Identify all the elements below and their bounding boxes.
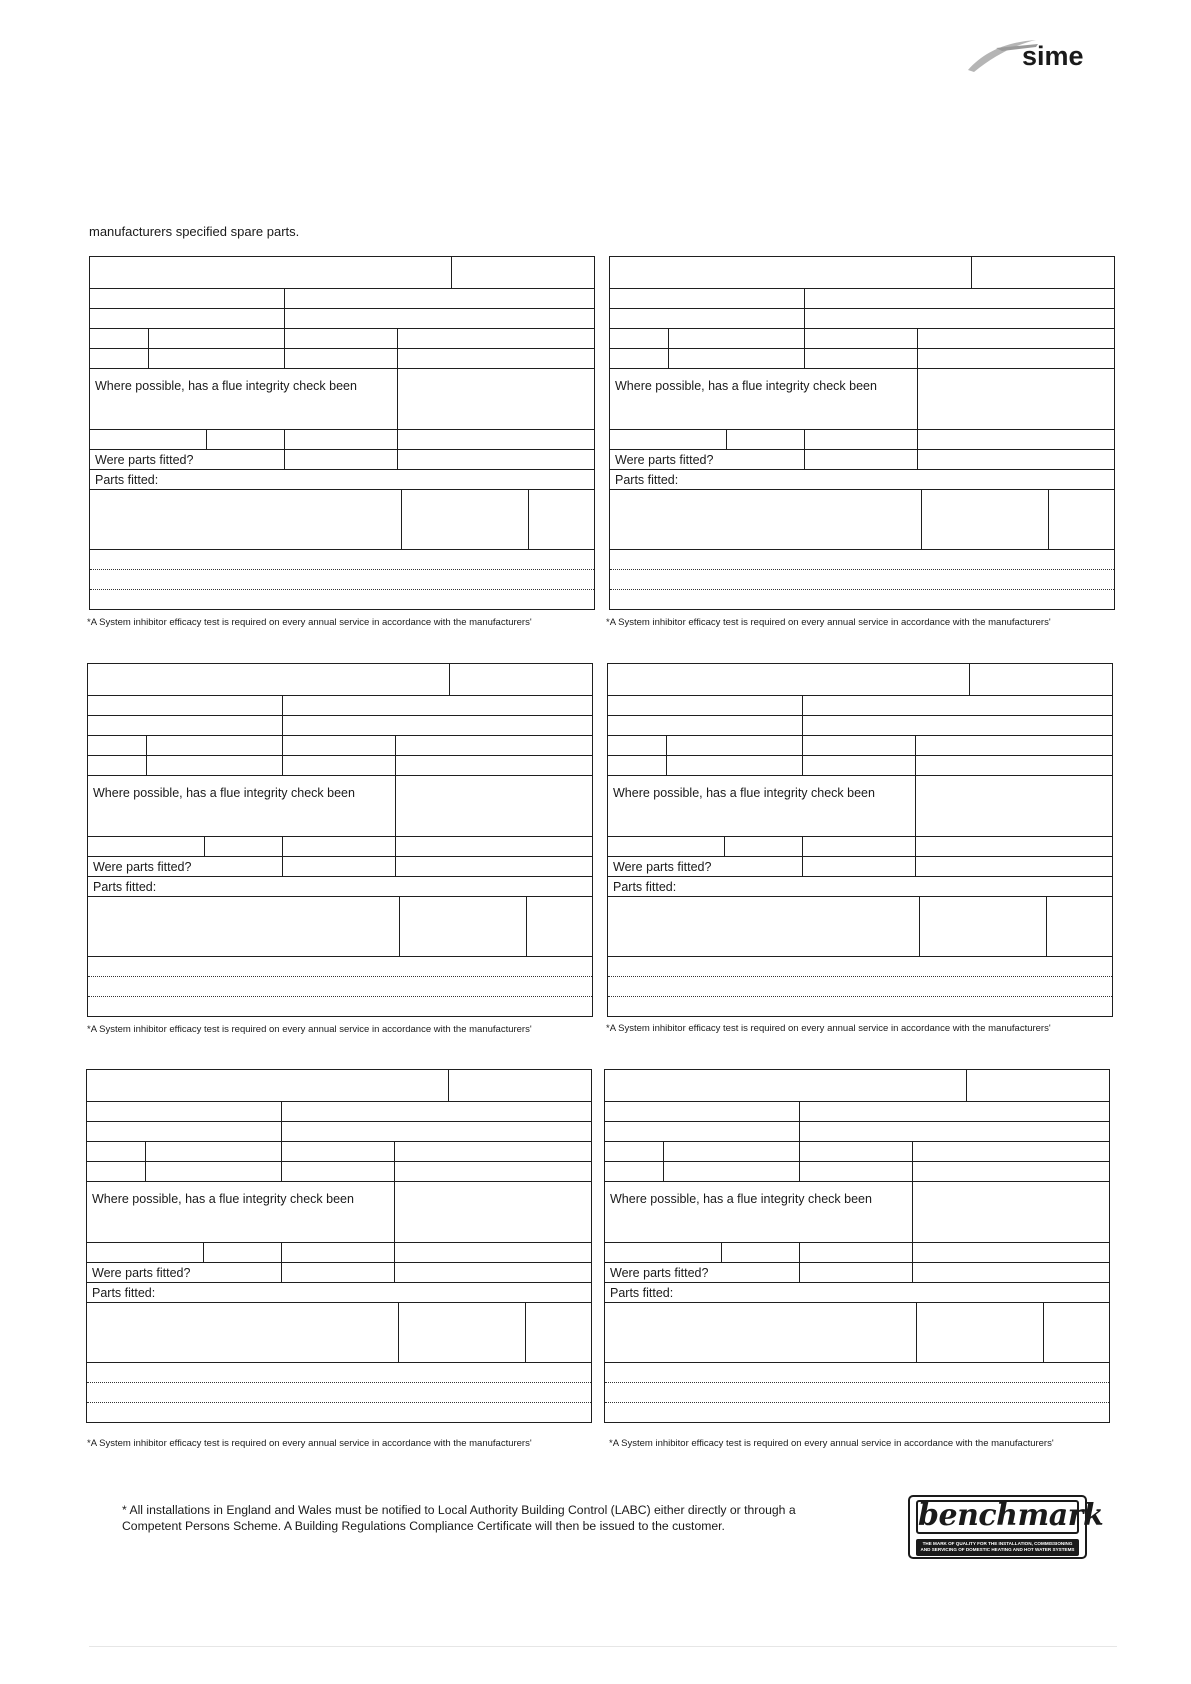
- service-record-6: [604, 1069, 1110, 1423]
- sime-logo: [966, 32, 1114, 74]
- flue-integrity-check-label: Where possible, has a flue integrity check been: [610, 1192, 872, 1206]
- parts-fitted-label: Parts fitted:: [613, 880, 677, 894]
- parts-fitted-question: Were parts fitted?: [95, 453, 194, 467]
- sime-logo-text: sime: [1022, 41, 1084, 71]
- inhibitor-footnote-2: *A System inhibitor efficacy test is required on every annual service in accordance with the manufacturers': [606, 617, 1051, 628]
- flue-integrity-check-label: Where possible, has a flue integrity check been: [615, 379, 877, 393]
- parts-fitted-label: Parts fitted:: [610, 1286, 674, 1300]
- labc-notification-note: [122, 1502, 842, 1534]
- service-record-4: [607, 663, 1113, 1017]
- flue-integrity-check-label: Where possible, has a flue integrity check been: [92, 1192, 354, 1206]
- parts-fitted-label: Parts fitted:: [95, 473, 159, 487]
- parts-fitted-question: Were parts fitted?: [613, 860, 712, 874]
- intro-text: manufacturers specified spare parts.: [89, 224, 300, 239]
- service-record-5: [86, 1069, 592, 1423]
- benchmark-tagline: THE MARK OF QUALITY FOR THE INSTALLATION, COMMISSIONING AND SERVICING OF DOMESTIC HEATING AND HOT WATER SYSTEMS: [916, 1539, 1079, 1556]
- service-record-1: [89, 256, 595, 610]
- flue-integrity-check-label: Where possible, has a flue integrity check been: [613, 786, 875, 800]
- flue-integrity-check-label: Where possible, has a flue integrity check been: [93, 786, 355, 800]
- service-record-3: [87, 663, 593, 1017]
- labc-note-line-2: Competent Persons Scheme. A Building Regulations Compliance Certificate will then be issued to the customer.: [122, 1519, 725, 1533]
- inhibitor-footnote-1: *A System inhibitor efficacy test is required on every annual service in accordance with the manufacturers': [87, 617, 532, 628]
- parts-fitted-label: Parts fitted:: [93, 880, 157, 894]
- footer-divider: [89, 1646, 1117, 1647]
- parts-fitted-question: Were parts fitted?: [93, 860, 192, 874]
- inhibitor-footnote-3: *A System inhibitor efficacy test is required on every annual service in accordance with the manufacturers': [87, 1024, 532, 1035]
- benchmark-logo: [908, 1495, 1104, 1559]
- parts-fitted-question: Were parts fitted?: [615, 453, 714, 467]
- parts-fitted-label: Parts fitted:: [92, 1286, 156, 1300]
- labc-note-line-1: * All installations in England and Wales must be notified to Local Authority Building Control (LABC) either directly or through a: [122, 1503, 796, 1517]
- flue-integrity-check-label: Where possible, has a flue integrity check been: [95, 379, 357, 393]
- parts-fitted-question: Were parts fitted?: [610, 1266, 709, 1280]
- inhibitor-footnote-6: *A System inhibitor efficacy test is required on every annual service in accordance with the manufacturers': [609, 1438, 1054, 1449]
- parts-fitted-question: Were parts fitted?: [92, 1266, 191, 1280]
- inhibitor-footnote-5: *A System inhibitor efficacy test is required on every annual service in accordance with the manufacturers': [87, 1438, 532, 1449]
- benchmark-wordmark: benchmark: [918, 1498, 1104, 1533]
- parts-fitted-label: Parts fitted:: [615, 473, 679, 487]
- inhibitor-footnote-4: *A System inhibitor efficacy test is required on every annual service in accordance with the manufacturers': [606, 1023, 1051, 1034]
- service-record-2: [609, 256, 1115, 610]
